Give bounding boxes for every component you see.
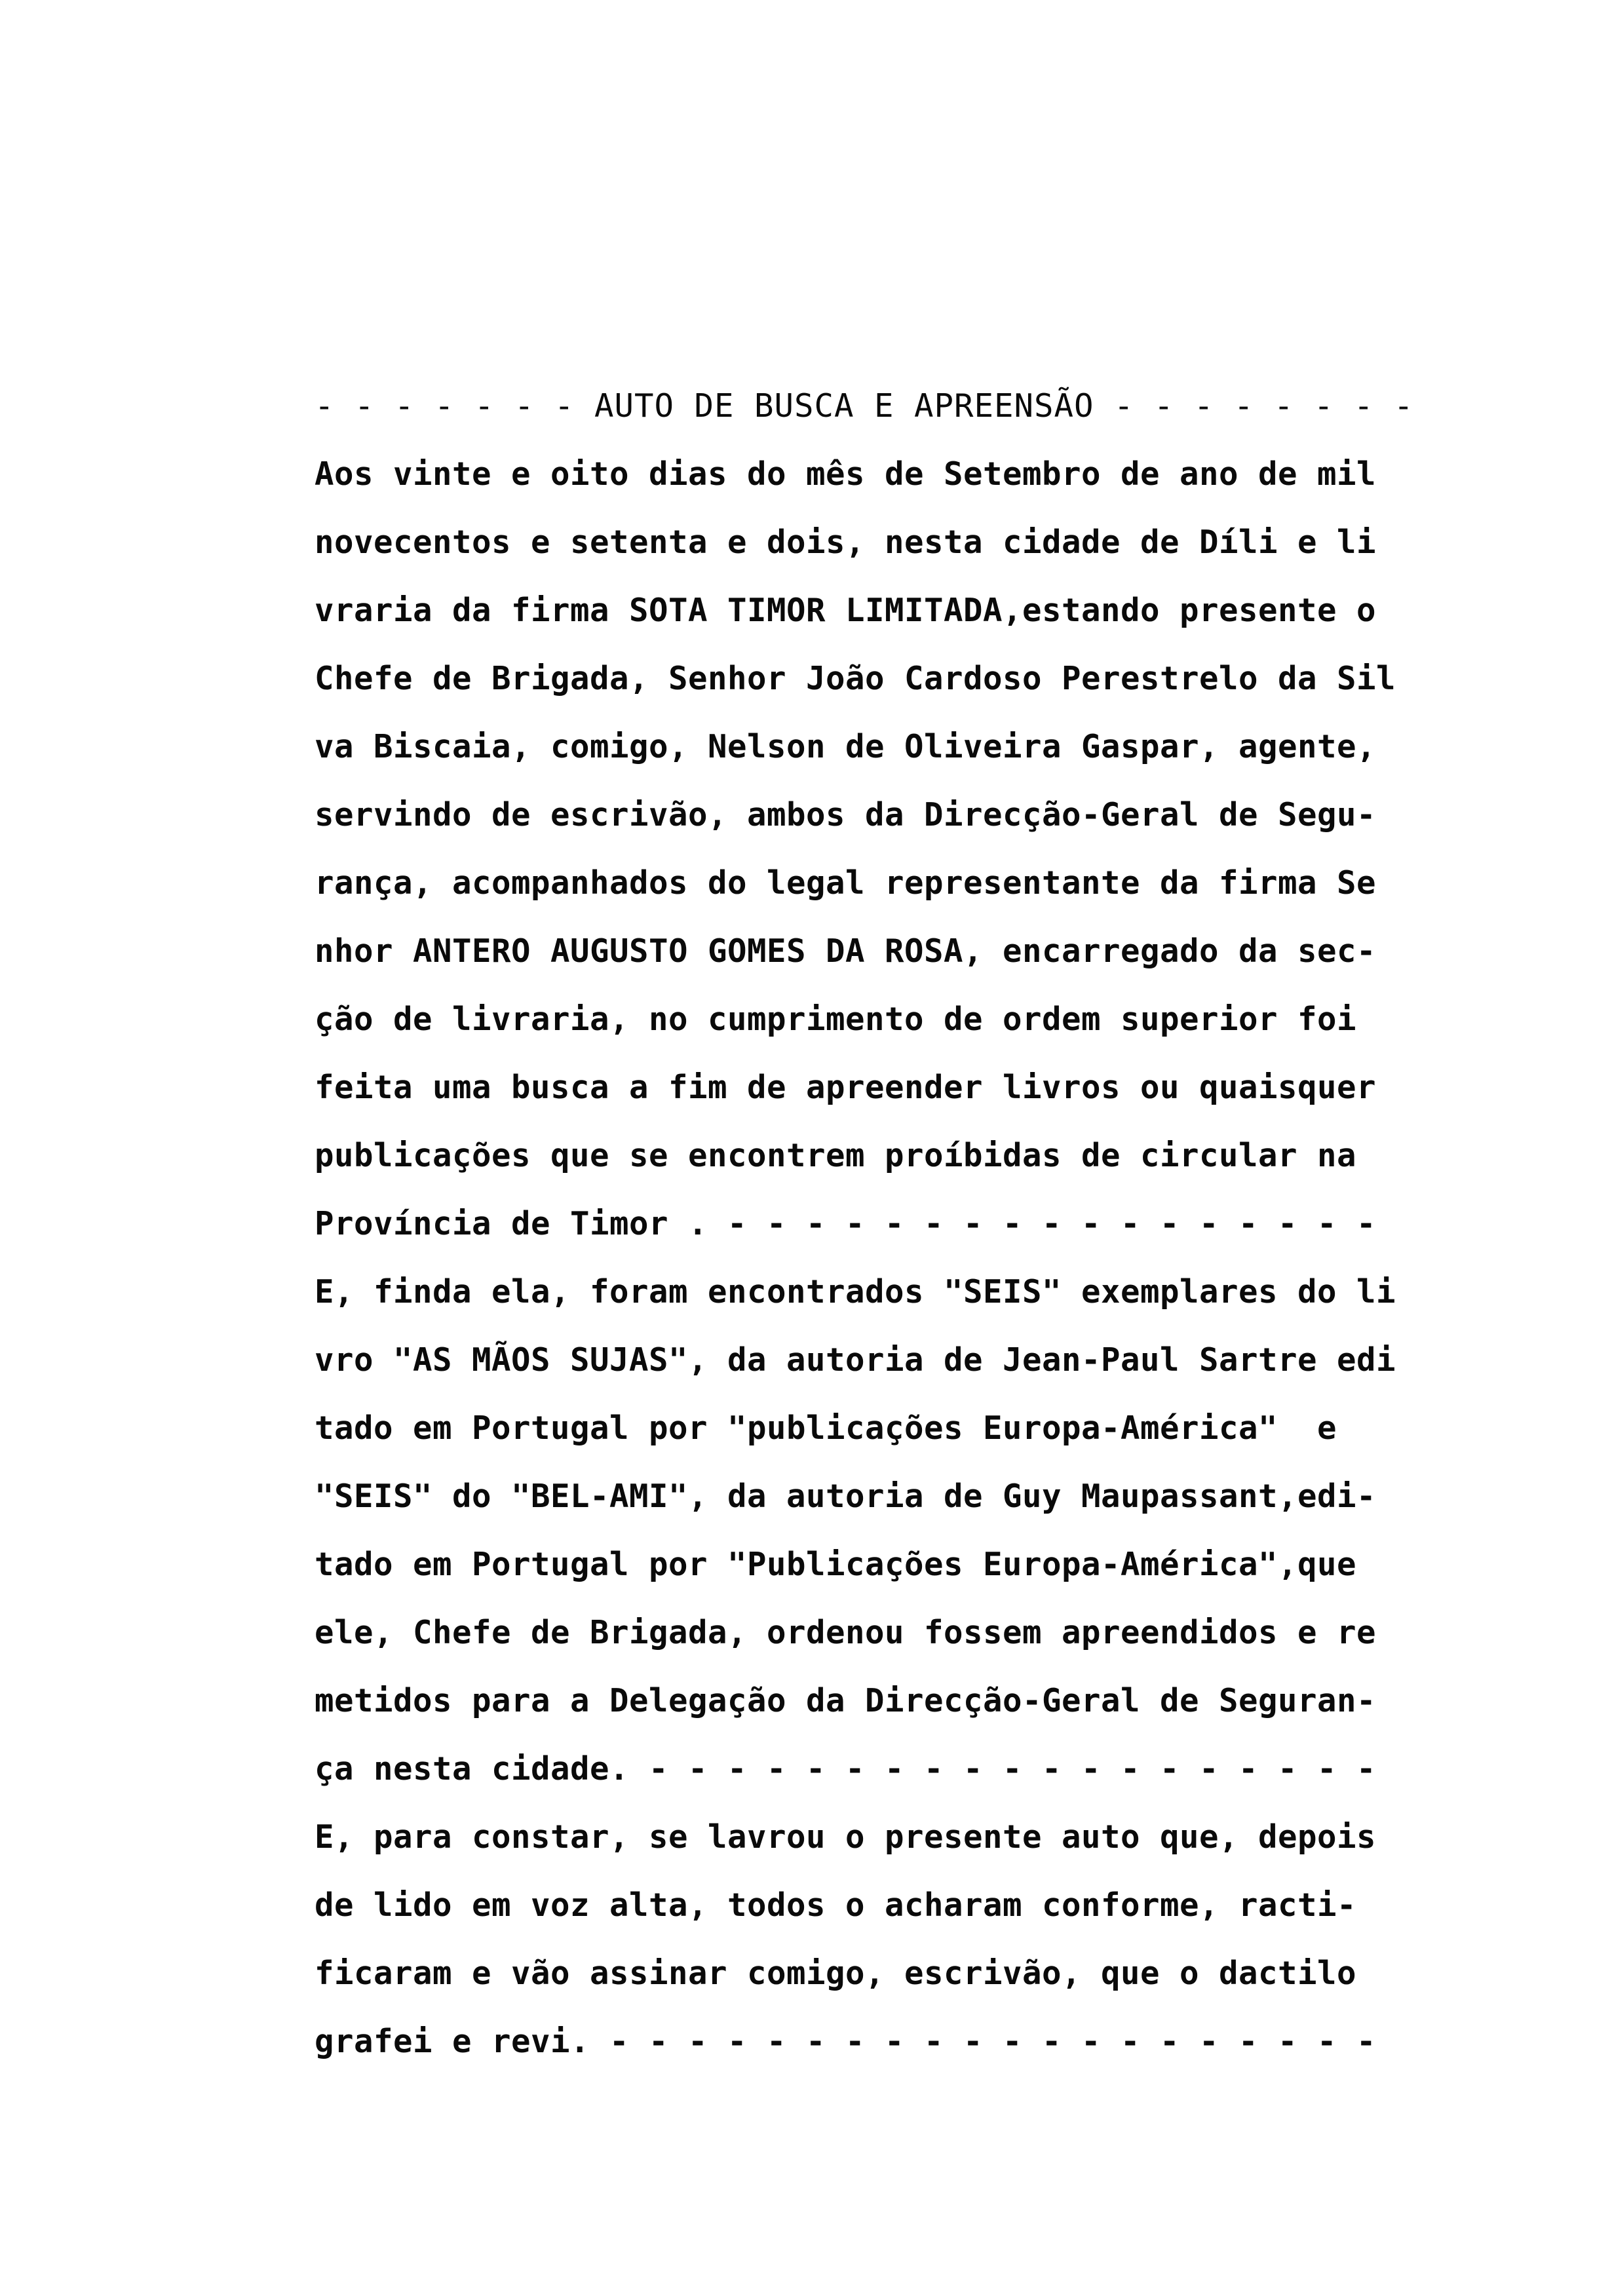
text-line: feita uma busca a fim de apreender livros ou quaisquer <box>315 1069 1377 1106</box>
text-line: grafei e revi. - - - - - - - - - - - - - - - - - - - - <box>315 2023 1377 2060</box>
text-line: "SEIS" do "BEL-AMI", da autoria de Guy Maupassant,edi- <box>315 1478 1377 1515</box>
document-title: - - - - - - - AUTO DE BUSCA E APREENSÃO - - - - - - - - <box>315 387 1414 425</box>
text-line: Aos vinte e oito dias do mês de Setembro de ano de mil <box>315 455 1377 493</box>
text-line: ficaram e vão assinar comigo, escrivão, que o dactilo <box>315 1955 1357 1992</box>
text-line: metidos para a Delegação da Direcção-Geral de Seguran- <box>315 1682 1377 1719</box>
text-line: E, finda ela, foram encontrados "SEIS" exemplares do li <box>315 1273 1396 1311</box>
text-line: vraria da firma SOTA TIMOR LIMITADA,estando presente o <box>315 592 1377 629</box>
text-line: va Biscaia, comigo, Nelson de Oliveira Gaspar, agente, <box>315 728 1377 765</box>
text-line: ça nesta cidade. - - - - - - - - - - - - - - - - - - - <box>315 1750 1377 1788</box>
text-line: tado em Portugal por "publicações Europa-América" e <box>315 1409 1337 1447</box>
document-body <box>315 372 1414 2076</box>
text-line: de lido em voz alta, todos o acharam conforme, racti- <box>315 1886 1357 1924</box>
text-line: ele, Chefe de Brigada, ordenou fossem apreendidos e re <box>315 1614 1377 1651</box>
text-line: vro "AS MÃOS SUJAS", da autoria de Jean-Paul Sartre edi <box>315 1341 1396 1379</box>
text-line: rança, acompanhados do legal representante da firma Se <box>315 864 1377 902</box>
text-line: E, para constar, se lavrou o presente auto que, depois <box>315 1818 1377 1856</box>
text-line: Província de Timor . - - - - - - - - - - - - - - - - - <box>315 1205 1377 1242</box>
text-line: servindo de escrivão, ambos da Direcção-Geral de Segu- <box>315 796 1377 833</box>
text-line: nhor ANTERO AUGUSTO GOMES DA ROSA, encarregado da sec- <box>315 932 1377 970</box>
text-line: ção de livraria, no cumprimento de ordem superior foi <box>315 1001 1357 1038</box>
text-line: novecentos e setenta e dois, nesta cidade de Díli e li <box>315 524 1377 561</box>
text-line: tado em Portugal por "Publicações Europa-América",que <box>315 1546 1357 1583</box>
text-line: Chefe de Brigada, Senhor João Cardoso Perestrelo da Sil <box>315 660 1396 697</box>
text-line: publicações que se encontrem proíbidas de circular na <box>315 1137 1357 1174</box>
